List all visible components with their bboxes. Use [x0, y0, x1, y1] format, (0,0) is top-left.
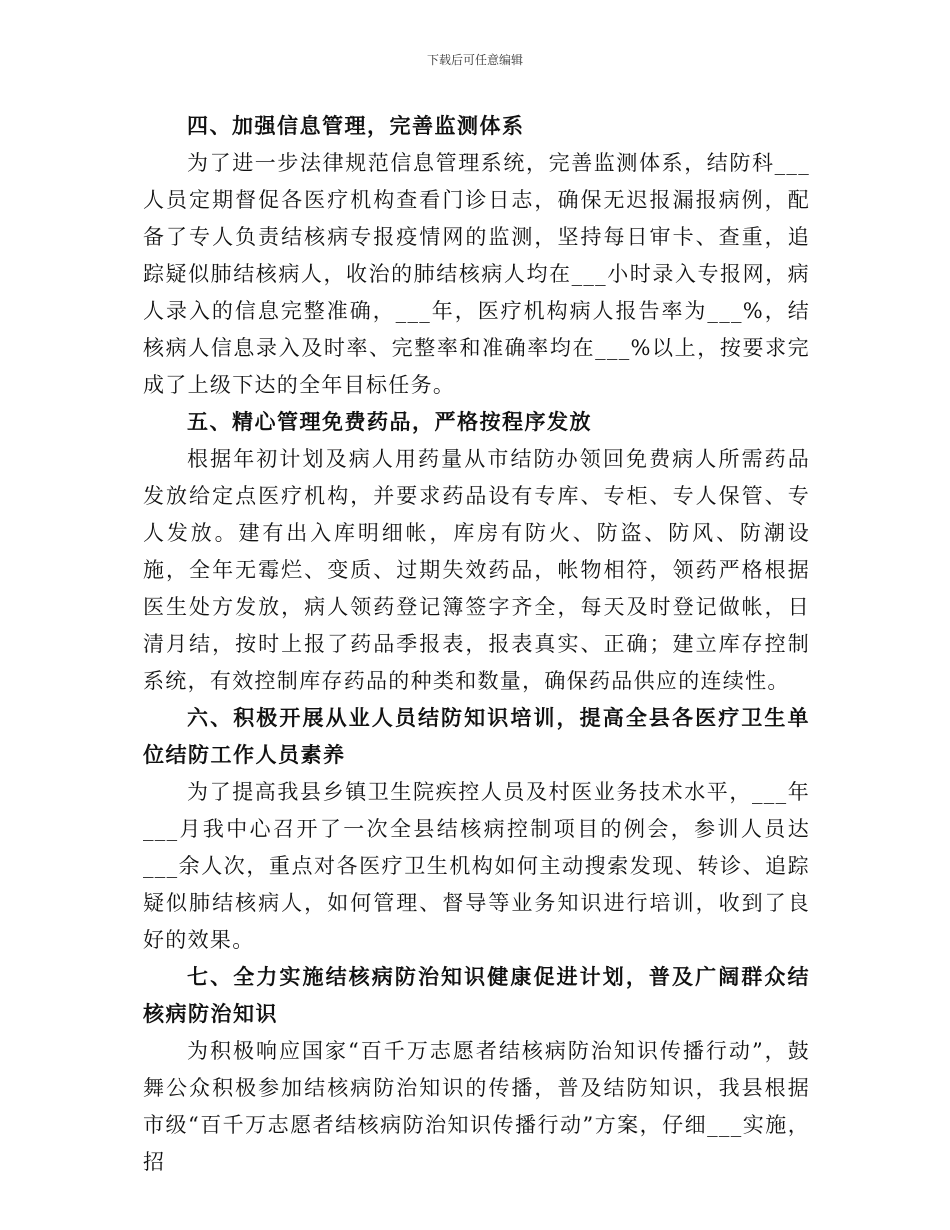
- document-body: [143, 108, 810, 1181]
- section-paragraph: 为了进一步法律规范信息管理系统，完善监测体系，结防科___人员定期督促各医疗机构查看门诊日志，确保无迟报漏报病例，配备了专人负责结核病专报疫情网的监测，坚持每日审卡、查重，追踪疑似肺结核病人，收治的肺结核病人均在___小时录入专报网，病人录入的信息完整准确，___年，医疗机构病人报告率为___%，结核病人信息录入及时率、完整率和准确率均在___%以上，按要求完成了上级下达的全年目标任务。: [143, 151, 810, 397]
- section-paragraph: 为了提高我县乡镇卫生院疾控人员及村医业务技术水平，___年___月我中心召开了一次全县结核病控制项目的例会，参训人员达___余人次，重点对各医疗卫生机构如何主动搜索发现、转诊、追踪疑似肺结核病人，如何管理、督导等业务知识进行培训，收到了良好的效果。: [143, 780, 810, 952]
- section-paragraph: 根据年初计划及病人用药量从市结防办领回免费病人所需药品发放给定点医疗机构，并要求药品设有专库、专柜、专人保管、专人发放。建有出入库明细帐，库房有防火、防盗、防风、防潮设施，全年无霉烂、变质、过期失效药品，帐物相符，领药严格根据医生处方发放，病人领药登记簿签字齐全，每天及时登记做帐，日清月结，按时上报了药品季报表，报表真实、正确；建立库存控制系统，有效控制库存药品的种类和数量，确保药品供应的连续性。: [143, 447, 810, 693]
- section-heading: 五、精心管理免费药品，严格按程序发放: [187, 410, 592, 434]
- section-heading: 六、积极开展从业人员结防知识培训，提高全县各医疗卫生单位结防工作人员素养: [143, 706, 810, 767]
- section-paragraph: 为积极响应国家“百千万志愿者结核病防治知识传播行动”，鼓舞公众积极参加结核病防治知识的传播，普及结防知识，我县根据市级“百千万志愿者结核病防治知识传播行动”方案，仔细___实施，招: [143, 1039, 810, 1174]
- section-heading: 七、全力实施结核病防治知识健康促进计划，普及广阔群众结核病防治知识: [143, 965, 810, 1026]
- section-heading: 四、加强信息管理，完善监测体系: [187, 114, 525, 138]
- page-header: 下载后可任意编辑: [426, 53, 523, 67]
